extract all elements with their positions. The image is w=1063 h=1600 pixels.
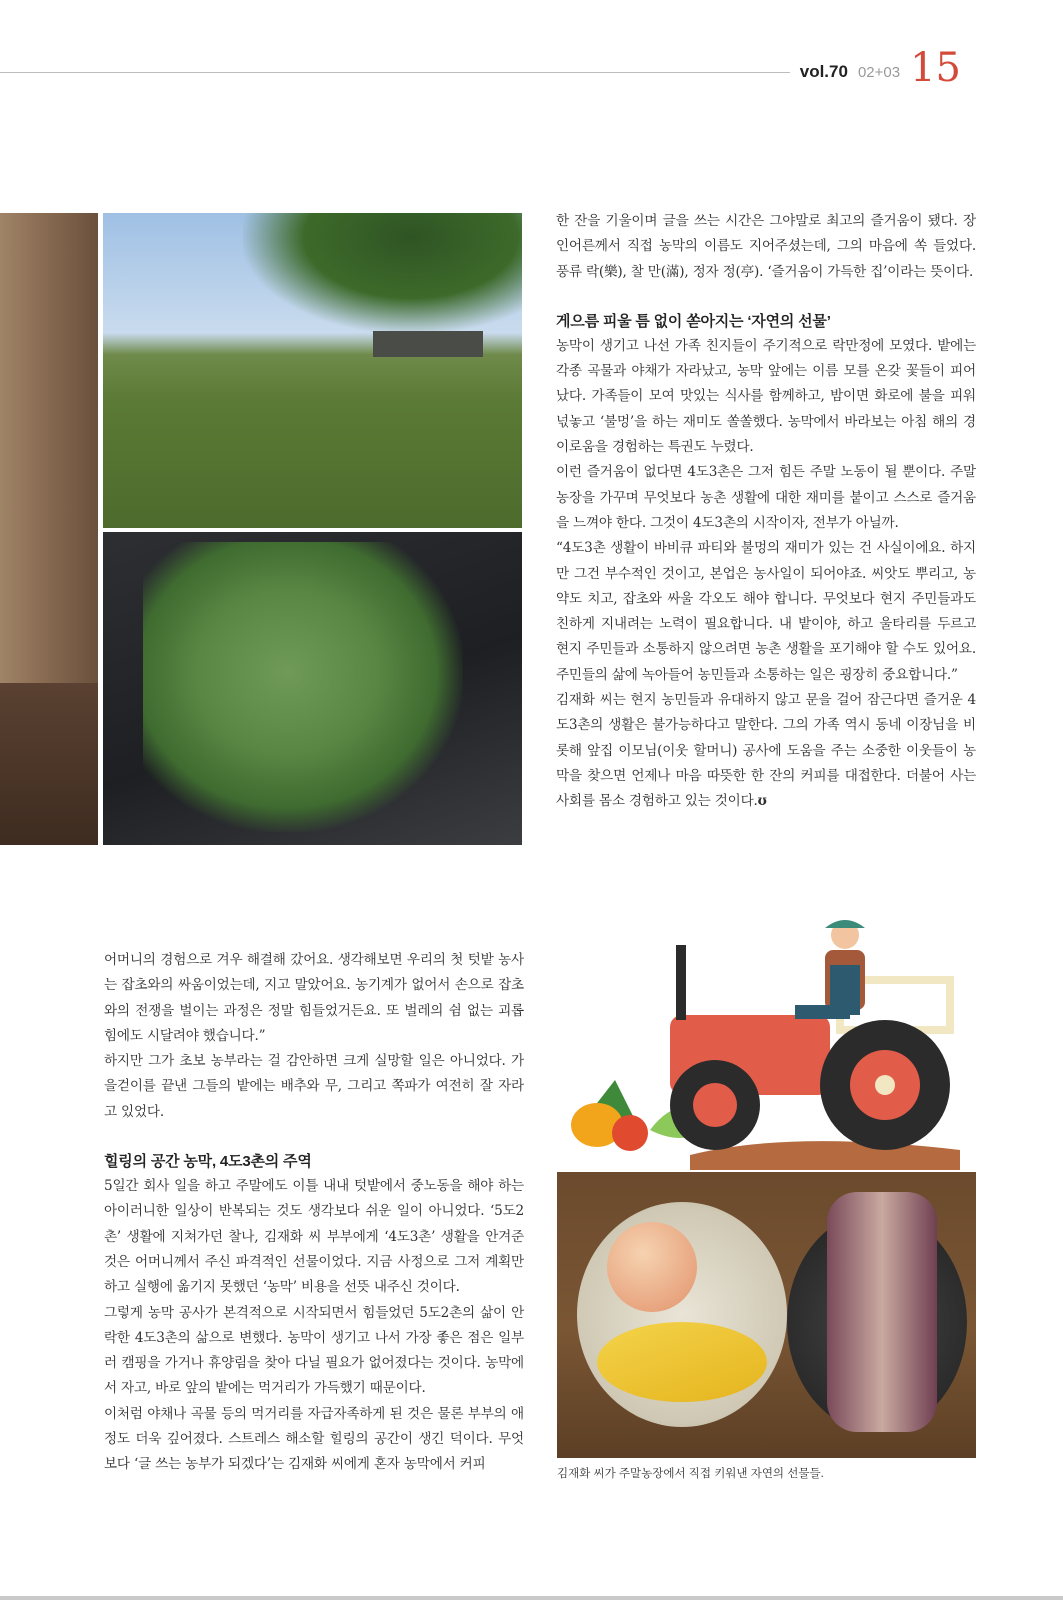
produce-photo xyxy=(557,1172,976,1458)
paragraph: 5일간 회사 일을 하고 주말에도 이틀 내내 텃밭에서 중노동을 해야 하는 아이러니한 일상이 반복되는 것도 생각보다 쉬운 일이 아니었다. ‘5도2촌’ 생활에 지쳐가던 찰나, 김재화 씨 부부에게 ‘4도3촌’ 생활을 안겨준 것은 어머니께서 주신 파격적인 선물이었다. 지금 사정으로 그저 계획만 하고 실행에 옮기지 못했던 ‘농막’ 비용을 선뜻 내주신 것이다. xyxy=(104,1178,524,1296)
farm-shed xyxy=(373,331,483,357)
soil-photo xyxy=(0,213,98,845)
left-text-column xyxy=(104,948,524,1478)
paragraph: 하지만 그가 초보 농부라는 걸 감안하면 크게 실망할 일은 아니었다. 가을걷이를 끝낸 그들의 밭에는 배추와 무, 그리고 쪽파가 여전히 잘 자라고 있었다. xyxy=(104,1053,524,1120)
paragraph: 농막이 생기고 나선 가족 친지들이 주기적으로 락만정에 모였다. 밭에는 각종 곡물과 야채가 자라났고, 농막 앞에는 이름 모를 온갖 꽃들이 피어났다. 가족들이 모여 맛있는 식사를 함께하고, 밤이면 화로에 불을 피워 넋놓고 ‘불멍’을 하는 재미도 쏠쏠했다. 농막에서 바라보는 아침 해의 경이로움을 경험하는 특권도 누렸다. xyxy=(556,337,976,456)
quote-paragraph: 어머니의 경험으로 겨우 해결해 갔어요. 생각해보면 우리의 첫 텃밭 농사는 잡초와의 싸움이었는데, 지고 말았어요. 농기계가 없어서 손으로 잡초와의 전쟁을 벌이는 과정은 정말 힘들었거든요. 또 벌레의 쉼 없는 괴롭힘에도 시달려야 했습니다.” xyxy=(104,952,524,1044)
korean-melon xyxy=(597,1322,767,1402)
plant-photo xyxy=(103,532,522,845)
tree-canopy xyxy=(243,213,522,333)
page-number: 15 xyxy=(910,45,961,91)
paragraph: 한 잔을 기울이며 글을 쓰는 시간은 그야말로 최고의 즐거움이 됐다. 장인어른께서 직접 농막의 이름도 지어주셨는데, 그의 마음에 쏙 들었다. 풍류 락(樂), 찰 만(滿), 정자 정(亭). ‘즐거움이 가득한 집’이라는 뜻이다. xyxy=(556,213,976,280)
corn xyxy=(827,1192,937,1432)
issue-label: 02+03 xyxy=(857,64,901,81)
paragraph: 이런 즐거움이 없다면 4도3촌은 그저 힘든 주말 노동이 될 뿐이다. 주말농장을 가꾸며 무엇보다 농촌 생활에 대한 재미를 붙이고 스스로 즐거움을 느껴야 한다. 그것이 4도3촌의 시작이자, 전부가 아닐까. xyxy=(556,464,976,531)
section-heading: 힐링의 공간 농막, 4도3촌의 주역 xyxy=(104,1153,312,1171)
right-text-column xyxy=(556,209,976,815)
tractor-illustration xyxy=(540,920,965,1170)
bottom-rule xyxy=(0,1596,1063,1600)
paragraph xyxy=(556,688,976,814)
paragraph-text: 김재화 씨는 현지 농민들과 유대하지 않고 문을 걸어 잠근다면 즐거운 4도3촌의 생활은 불가능하다고 말한다. 그의 가족 역시 동네 이장님을 비롯해 앞집 이모님(이웃 할머니) 공사에 도움을 주는 소중한 이웃들이 농막을 찾으면 언제나 마음 따뜻한 한 잔의 커피를 대접한다. 더불어 사는 사회를 몸소 경험하고 있는 것이다. xyxy=(556,692,976,810)
paragraph: 그렇게 농막 공사가 본격적으로 시작되면서 힘들었던 5도2촌의 삶이 안락한 4도3촌의 삶으로 변했다. 농막이 생기고 나서 가장 좋은 점은 일부러 캠핑을 가거나 휴양림을 찾아 다닐 필요가 없어졌다는 것이다. 농막에서 자고, 바로 앞의 밭에는 먹거리가 가득했기 때문이다. xyxy=(104,1304,524,1397)
end-mark: ʊ xyxy=(757,793,767,810)
paragraph: 이처럼 야채나 곡물 등의 먹거리를 자급자족하게 된 것은 물론 부부의 애정도 더욱 깊어졌다. 스트레스 해소할 힐링의 공간이 생긴 덕이다. 무엇보다 ‘글 쓰는 농부가 되겠다’는 김재화 씨에게 혼자 농막에서 커피 xyxy=(104,1405,524,1473)
header-rule xyxy=(0,72,790,73)
volume-label: vol.70 xyxy=(799,62,848,81)
quote-paragraph: “4도3촌 생활이 바비큐 파티와 불멍의 재미가 있는 건 사실이에요. 하지만 그건 부수적인 것이고, 본업은 농사일이 되어야죠. 씨앗도 뿌리고, 농약도 치고, 잡초와 싸울 각오도 해야 합니다. 무엇보다 현지 주민들과도 친하게 지내려는 노력이 필요합니다. 내 밭이야, 하고 울타리를 두르고 현지 주민들과 소통하지 않으려면 농촌 생활을 포기해야 할 수도 있어요. 주민들의 삶에 녹아들어 농민들과 소통하는 일은 굉장히 중요합니다.” xyxy=(556,540,976,683)
photo-caption: 김재화 씨가 주말농장에서 직접 키워낸 자연의 선물들. xyxy=(557,1468,824,1480)
section-heading: 게으름 피울 틈 없이 쏟아지는 ‘자연의 선물’ xyxy=(556,312,831,330)
field-photo xyxy=(103,213,522,528)
plant-leaves xyxy=(143,542,463,832)
peach xyxy=(607,1222,697,1312)
page-header xyxy=(799,45,961,91)
